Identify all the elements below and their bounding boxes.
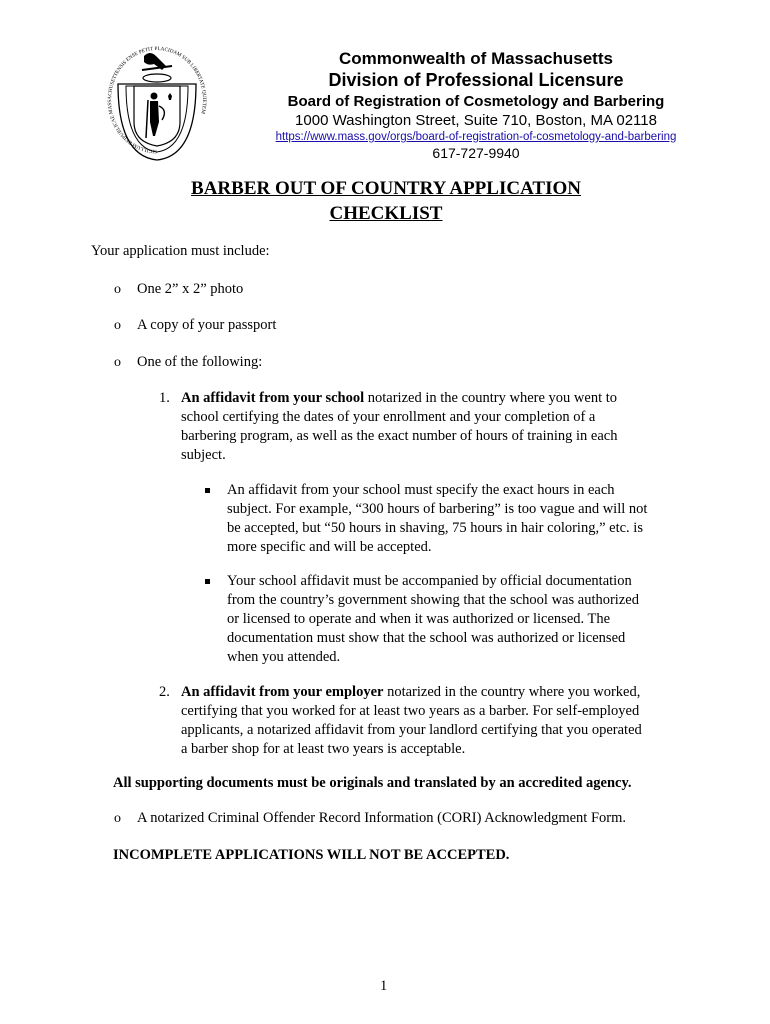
option1-paragraph [181, 389, 617, 465]
header-phone: 617-727-9940 [432, 145, 520, 161]
square-bullet-icon [205, 488, 210, 493]
notice-originals: All supporting documents must be originals and translated by an accredited agency. [113, 775, 632, 791]
option-number-1: 1. [159, 390, 170, 406]
sub2-line4: documentation must show that the school was authorized or licensed [227, 630, 626, 646]
sub1-line1: An affidavit from your school must specify the exact hours in each [227, 482, 615, 498]
header-commonwealth: Commonwealth of Massachusetts [339, 49, 613, 68]
title-text-1: BARBER OUT OF COUNTRY APPLICATION [191, 178, 581, 199]
header-division: Division of Professional Licensure [328, 70, 624, 90]
sub-bullet-1-paragraph [227, 481, 647, 557]
bullet-marker: o [114, 355, 121, 370]
page-number: 1 [380, 978, 388, 994]
sub1-line3: be accepted, but “50 hours in shaving, 75 hours in hair coloring,” etc. is [227, 520, 643, 536]
header-address: 1000 Washington Street, Suite 710, Boston, MA 02118 [295, 112, 657, 129]
option2-line2: certifying that you worked for at least two years as a barber. For self-employed [181, 703, 640, 719]
document-title-line1 [80, 178, 692, 200]
checklist-item-passport: A copy of your passport [137, 317, 277, 333]
sub2-line5: when you attended. [227, 649, 341, 665]
sub1-line2: subject. For example, “300 hours of barbering” is too vague and will not [227, 501, 648, 517]
sub-bullet-2-paragraph [227, 572, 639, 667]
option1-line2: school certifying the dates of your enrollment and your completion of a [181, 409, 596, 425]
title-text-2: CHECKLIST [329, 203, 443, 224]
option1-line1-rest: notarized in the country where you went to [364, 390, 618, 406]
notice-incomplete: INCOMPLETE APPLICATIONS WILL NOT BE ACCEPTED. [113, 847, 510, 863]
checklist-item-cori: A notarized Criminal Offender Record Information (CORI) Acknowledgment Form. [137, 810, 626, 826]
seal-ring-text: SIGILLUM REIPUBLICAE MASSACHUSETTENSIS ENSE PETIT PLACIDAM SUB LIBERTATE QUIETEM [107, 46, 208, 155]
option1-line4: subject. [181, 447, 226, 463]
option1-line3: barbering program, as well as the exact number of hours of training in each [181, 428, 618, 444]
header-board: Board of Registration of Cosmetology and Barbering [287, 93, 665, 110]
header-website-link[interactable]: https://www.mass.gov/orgs/board-of-registration-of-cosmetology-and-barbering [275, 131, 677, 143]
option2-line1-rest: notarized in the country where you worked, [383, 684, 641, 700]
option2-line1 [181, 683, 642, 702]
checklist-item-photo: One 2” x 2” photo [137, 281, 244, 297]
option2-line4: a barber shop for at least two years is acceptable. [181, 741, 466, 757]
square-bullet-icon [205, 579, 210, 584]
document-title-line2 [80, 203, 692, 225]
option1-line1 [181, 389, 617, 408]
sub2-line3: or licensed to operate and when it was authorized or licensed. The [227, 611, 611, 627]
bullet-marker: o [114, 318, 121, 333]
sub2-line1: Your school affidavit must be accompanied by official documentation [227, 573, 632, 589]
sub1-line4: more specific and will be accepted. [227, 539, 432, 555]
option-number-2: 2. [159, 684, 170, 700]
bullet-marker: o [114, 811, 121, 826]
massachusetts-seal-icon [104, 46, 210, 164]
option2-line3: applicants, a notarized affidavit from your landlord certifying that you operated [181, 722, 642, 738]
option2-paragraph [181, 683, 642, 759]
sub2-line2: from the country’s government showing that the school was authorized [227, 592, 639, 608]
bullet-marker: o [114, 282, 121, 297]
intro-text: Your application must include: [91, 243, 270, 259]
option2-bold: An affidavit from your employer [181, 684, 384, 700]
checklist-item-one-of: One of the following: [137, 354, 263, 370]
option1-bold: An affidavit from your school [181, 390, 365, 406]
